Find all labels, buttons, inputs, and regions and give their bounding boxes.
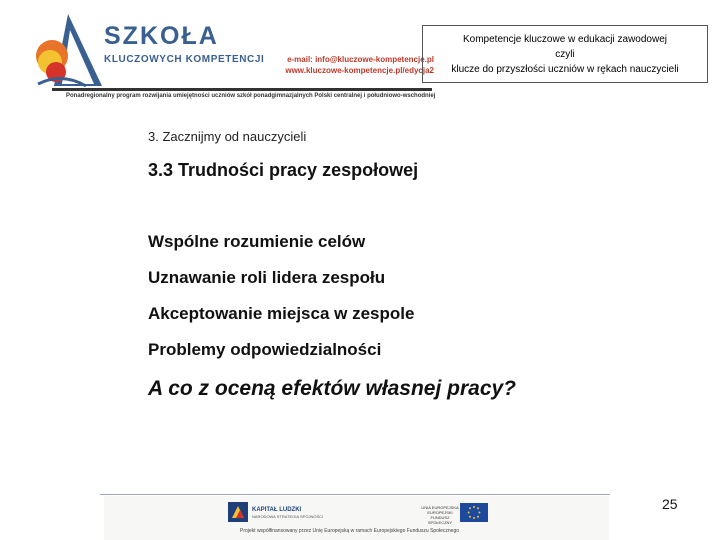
logo-title: SZKOŁA — [104, 22, 219, 50]
header-box-line-3: klucze do przyszłości uczniów w rękach nauczycieli — [451, 63, 679, 75]
closing-question: A co z oceną efektów własnej pracy? — [148, 377, 517, 400]
kapital-ludzki-label: KAPITAŁ LUDZKI — [252, 507, 302, 513]
eu-flag-icon — [460, 503, 488, 522]
page-number: 25 — [662, 496, 678, 512]
header-divider — [52, 88, 432, 91]
logo-subtitle: KLUCZOWYCH KOMPETENCJI — [104, 54, 265, 65]
list-item: Uznawanie roli lidera zespołu — [148, 268, 386, 287]
contact-info — [274, 54, 434, 76]
header-title-box — [422, 25, 708, 83]
header-box-line-2: czyli — [555, 48, 575, 60]
header-box-line-1: Kompetencje kluczowe w edukacji zawodowej — [463, 33, 667, 45]
header-banner — [24, 8, 436, 99]
school-logo-icon — [32, 12, 108, 92]
program-tagline: Ponadregionalny program rozwijania umiejętności uczniów szkół ponadgimnazjalnych Polski centralnej i południowo-wschodniej — [66, 93, 436, 99]
section-heading: 3. Zacznijmy od nauczycieli — [148, 129, 307, 144]
footer-note: Projekt współfinansowany przez Unię Europejską w ramach Europejskiego Funduszu Społecznego — [240, 528, 460, 534]
list-item: Akceptowanie miejsca w zespole — [148, 304, 415, 323]
contact-email: e-mail: info@kluczowe-kompetencje.pl — [287, 55, 434, 64]
kapital-ludzki-logo-icon — [228, 502, 248, 522]
footer-divider — [100, 494, 610, 495]
contact-url: www.kluczowe-kompetencje.pl/edycja2 — [285, 66, 434, 75]
kapital-ludzki-sublabel: NARODOWA STRATEGIA SPÓJNOŚCI — [252, 514, 324, 519]
list-item: Problemy odpowiedzialności — [148, 340, 382, 359]
list-item: Wspólne rozumienie celów — [148, 232, 366, 251]
slide-title: 3.3 Trudności pracy zespołowej — [148, 160, 419, 180]
eu-label: UNIA EUROPEJSKA EUROPEJSKI FUNDUSZ SPOŁECZNY — [421, 505, 459, 525]
